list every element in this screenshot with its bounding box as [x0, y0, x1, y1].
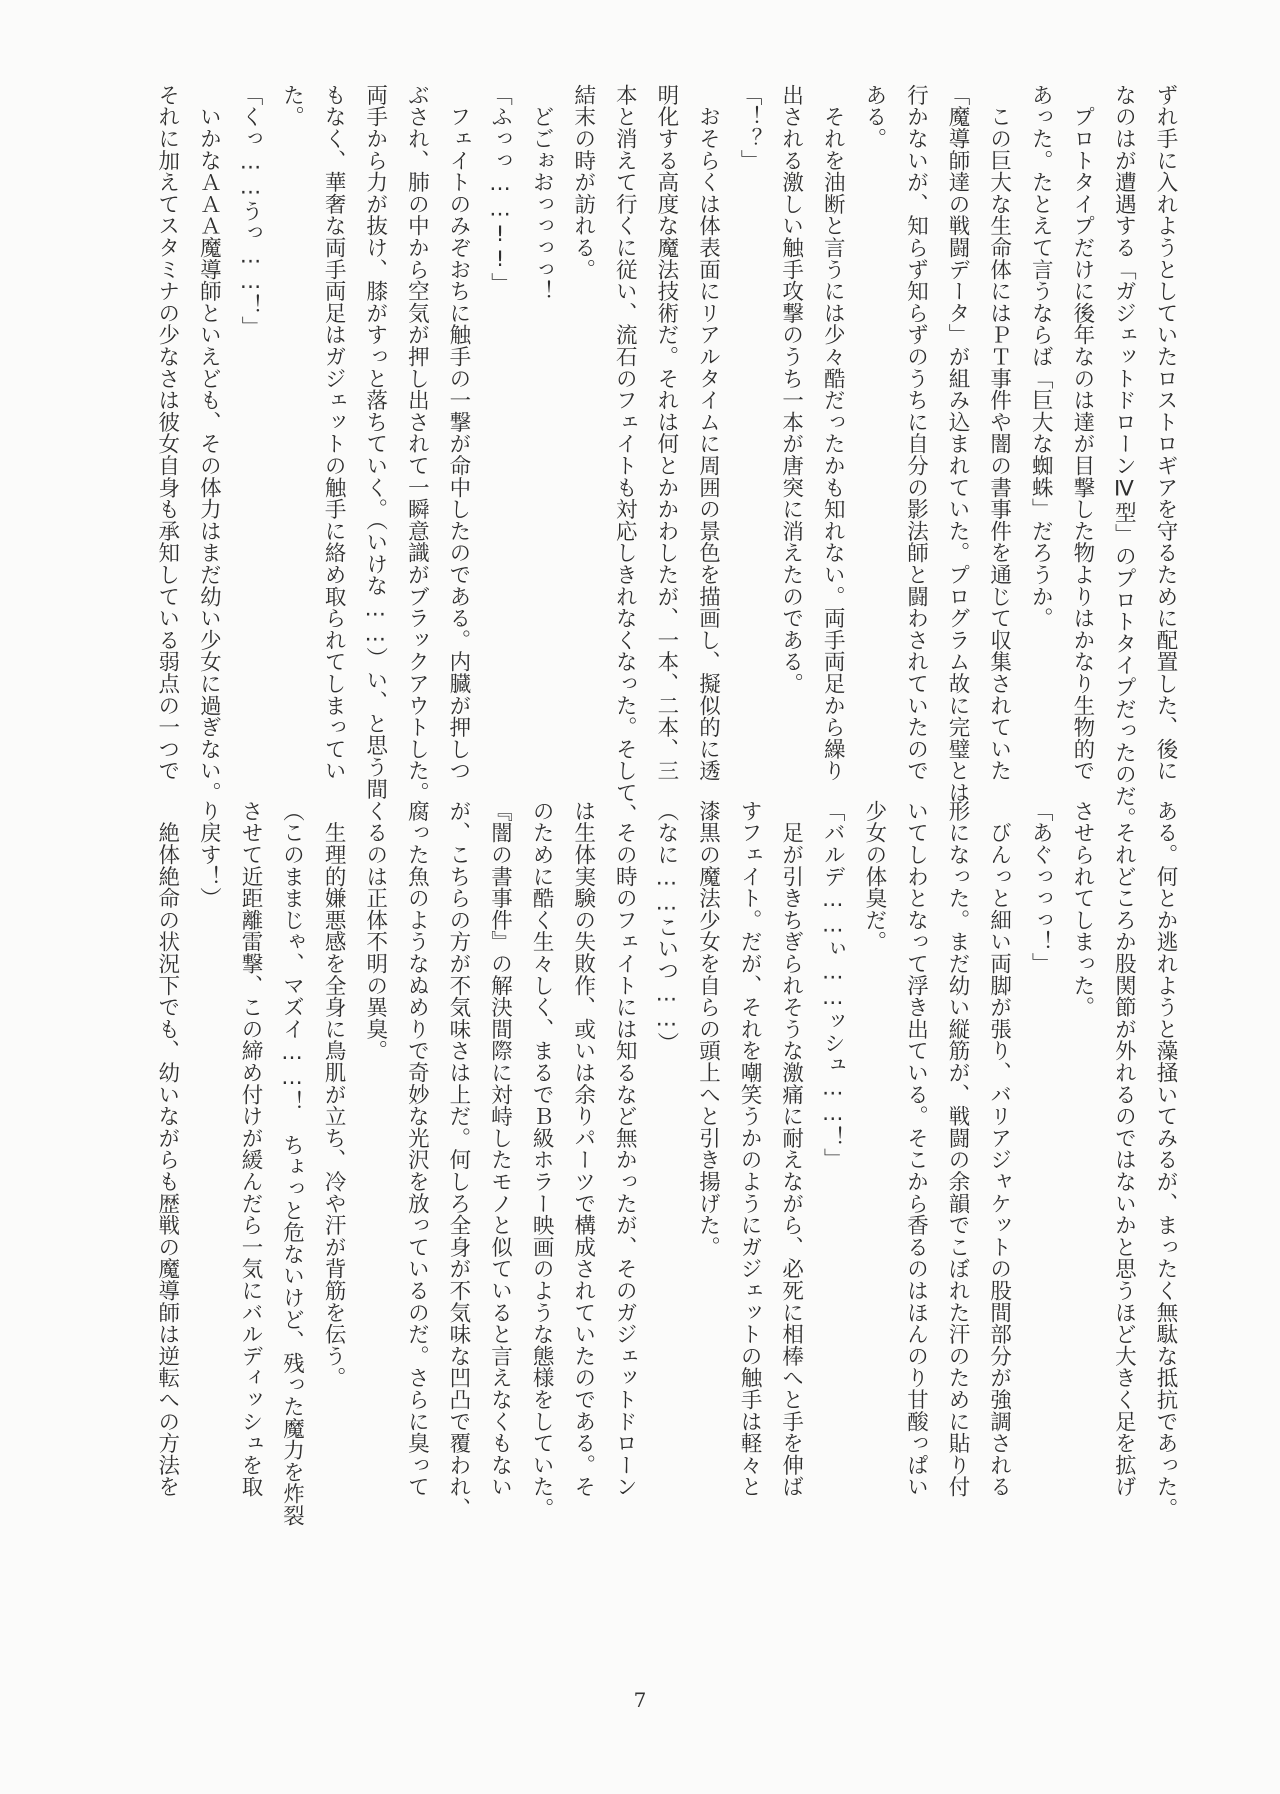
text-column: それを油断と言うには少々酷だったかも知れない。両手両足から繰り [820, 84, 846, 782]
text-column: 「ふっっ……!!」 [487, 84, 513, 295]
text-column: 『闇の書事件』の解決間際に対峙したモノと似ていると言えなくもない [487, 800, 513, 1498]
text-column: おそらくは体表面にリアルタイムに周囲の景色を描画し、擬似的に透 [695, 84, 721, 782]
page-number: 7 [633, 1688, 647, 1712]
text-column: フェイトのみぞおちに触手の一撃が命中したのである。内臓が押しつ [445, 84, 471, 782]
text-column: ぶされ、肺の中から空気が押し出されて一瞬意識がブラックアウトした。 [404, 84, 430, 804]
text-column: プロトタイプだけに後年なのは達が目撃した物よりはかなり生物的で [1069, 84, 1095, 782]
text-column: 「あぐっっっ！」 [1028, 800, 1054, 975]
text-column: ある。 [861, 84, 887, 150]
text-column: 絶体絶命の状況下でも、幼いながらも歴戦の魔導師は逆転への方法を [154, 800, 180, 1498]
text-column: なのはが遭遇する「ガジェットドローンⅣ型」のプロトタイプだったのだ。 [1111, 84, 1137, 829]
text-column: させられてしまった。 [1069, 800, 1095, 1018]
text-column: 形になった。まだ幼い縦筋が、戦闘の余韻でこぼれた汗のために貼り付 [945, 800, 971, 1498]
text-column: 出される激しい触手攻撃のうち一本が唐突に消えたのである。 [778, 84, 804, 695]
text-column: どごぉおっっっっ！ [529, 84, 555, 302]
text-column: 行かないが、知らず知らずのうちに自分の影法師と闘わされていたので [903, 84, 929, 782]
text-column: 足が引きちぎられそうな激痛に耐えながら、必死に相棒へと手を伸ば [778, 800, 804, 1498]
text-column: すフェイト。だが、それを嘲笑うかのようにガジェットの触手は軽々と [737, 800, 763, 1498]
text-column: この巨大な生命体にはＰＴ事件や闇の書事件を通じて収集されていた [986, 84, 1012, 782]
text-block-lower [146, 800, 1186, 1527]
text-column: 「！？」 [737, 84, 763, 172]
text-column: のために酷く生々しく、まるでＢ級ホラー映画のような態様をしていた。 [529, 800, 555, 1520]
text-column: 生理的嫌悪感を全身に鳥肌が立ち、冷や汗が背筋を伝う。 [321, 800, 347, 1389]
text-column: （このままじゃ、マズイ……！ ちょっと危ないけど、残った魔力を炸裂 [279, 800, 305, 1527]
text-column: させて近距離雷撃、この締め付けが緩んだら一気にバルディッシュを取 [237, 800, 263, 1498]
text-column: 「魔導師達の戦闘データ」が組み込まれていた。プログラム故に完璧とは [945, 84, 971, 804]
text-column: が、こちらの方が不気味さは上だ。何しろ全身が不気味な凹凸で覆われ、 [445, 800, 471, 1520]
text-column: あった。たとえて言うならば「巨大な蜘蛛」だろうか。 [1028, 84, 1054, 629]
text-column: （なに……こいつ……） [653, 800, 679, 1054]
text-column: いてしわとなって浮き出ている。そこから香るのはほんのり甘酸っぱい [903, 800, 929, 1498]
text-column: それに加えてスタミナの少なさは彼女自身も承知している弱点の一つで [154, 84, 180, 782]
text-column: それどころか股関節が外れるのではないかと思うほど大きく足を拡げ [1111, 800, 1137, 1498]
text-column: 「くっ……うっ……！」 [237, 84, 263, 338]
text-column: 明化する高度な魔法技術だ。それは何とかかわしたが、一本、二本、三 [653, 84, 679, 782]
text-column: 腐った魚のようなぬめりで奇妙な光沢を放っているのだ。さらに臭って [404, 800, 430, 1498]
text-column: ずれ手に入れようとしていたロストロギアを守るために配置した、後に [1153, 84, 1178, 782]
text-column: り戻す！） [196, 800, 222, 909]
text-column: 両手から力が抜け、膝がすっと落ちていく。（いけな……）い、と思う間 [362, 84, 388, 800]
text-column: 漆黒の魔法少女を自らの頭上へと引き揚げた。 [695, 800, 721, 1258]
text-block-upper [146, 84, 1186, 829]
text-column: もなく、華奢な両手両足はガジェットの触手に絡め取られてしまってい [321, 84, 347, 782]
text-column: 「バルデ……ぃ……ッシュ……！」 [820, 800, 846, 1170]
text-column: ある。何とか逃れようと藻掻いてみるが、まったく無駄な抵抗であった。 [1153, 800, 1178, 1520]
text-column: いかなＡＡＡ魔導師といえども、その体力はまだ幼い少女に過ぎない。 [196, 84, 222, 804]
text-column: は生体実験の失敗作、或いは余りパーツで構成されていたのである。そ [570, 800, 596, 1498]
text-column: 本と消えて行くに従い、流石のフェイトも対応しきれなくなった。そして、 [612, 84, 638, 826]
text-column: びんっと細い両脚が張り、バリアジャケットの股間部分が強調される [986, 800, 1012, 1498]
text-column: 結末の時が訪れる。 [570, 84, 596, 281]
text-column: その時のフェイトには知るなど無かったが、そのガジェットドローン [612, 800, 638, 1498]
text-column: くるのは正体不明の異臭。 [362, 800, 388, 1062]
text-column: 少女の体臭だ。 [861, 800, 887, 953]
text-column: た。 [279, 84, 305, 128]
